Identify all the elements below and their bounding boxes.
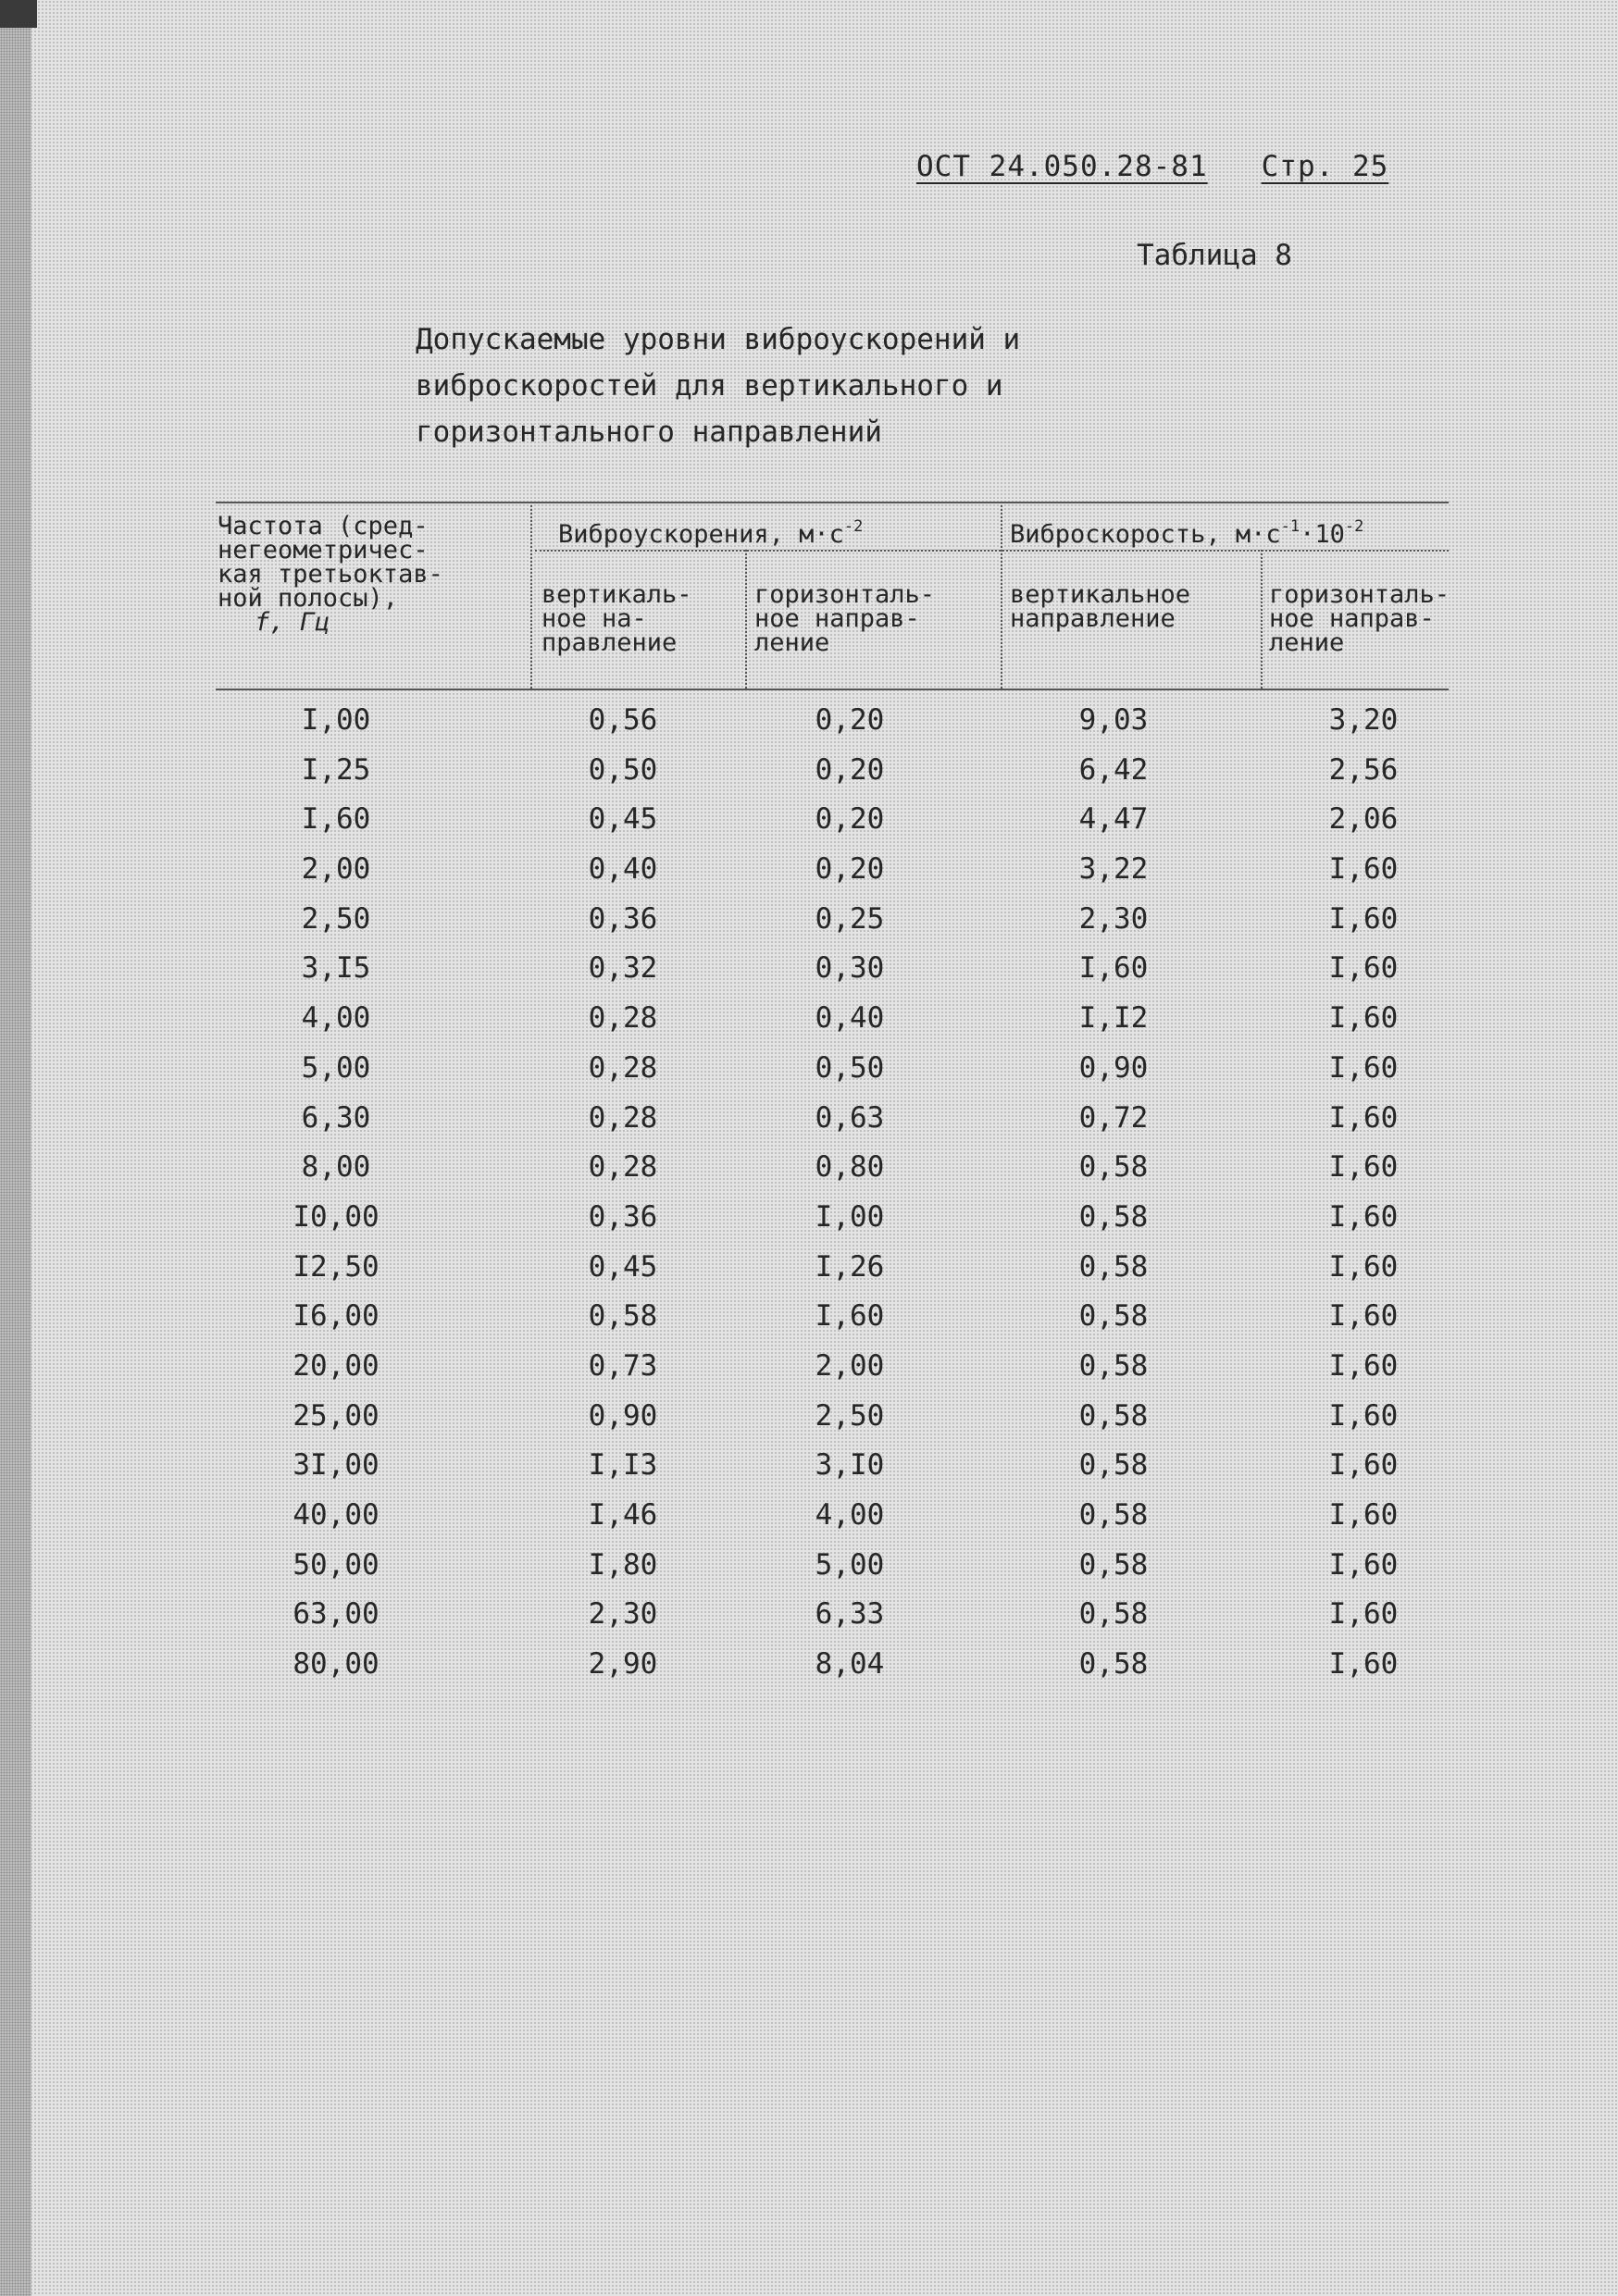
velocity-horizontal-cell: I,60: [1328, 1001, 1399, 1036]
accel-horizontal-cell: 0,20: [815, 703, 885, 737]
velocity-horizontal-cell: I,60: [1328, 1498, 1399, 1532]
table-row: [216, 1243, 1449, 1293]
accel-horizontal-cell: 2,00: [815, 1348, 885, 1383]
velocity-horizontal-cell: I,60: [1328, 1547, 1399, 1582]
frequency-cell: I0,00: [292, 1199, 380, 1234]
velocity-vertical-cell: 6,42: [1078, 752, 1149, 787]
accel-horizontal-cell: 0,30: [815, 951, 885, 986]
vibration-table: [216, 502, 1449, 1691]
accel-horizontal-cell: 3,I0: [815, 1448, 885, 1483]
velocity-horizontal-cell: I,60: [1328, 1299, 1399, 1334]
accel-horizontal-header: горизонталь- ное направ- ление: [754, 580, 936, 657]
frequency-header: Частота (сред- негеометричес- кая третьоктав- ной полосы), f, Гц: [218, 512, 443, 637]
accel-vertical-cell: 0,28: [588, 1001, 658, 1036]
group-header-rule: [535, 550, 1449, 552]
velocity-vertical-cell: 0,58: [1078, 1647, 1149, 1682]
velocity-horizontal-cell: I,60: [1328, 1100, 1399, 1135]
frequency-cell: I,00: [301, 703, 371, 737]
velocity-vertical-cell: 0,58: [1078, 1299, 1149, 1334]
velocity-horizontal-cell: I,60: [1328, 852, 1399, 887]
frequency-cell: 4,00: [301, 1001, 371, 1036]
velocity-vertical-cell: 0,58: [1078, 1348, 1149, 1383]
frequency-cell: 25,00: [292, 1398, 380, 1433]
accel-vertical-cell: 0,90: [588, 1398, 658, 1433]
velocity-horizontal-cell: I,60: [1328, 901, 1399, 936]
table-body: [216, 696, 1449, 1690]
table-row: [216, 1094, 1449, 1144]
accel-horizontal-cell: 0,20: [815, 752, 885, 787]
accel-vertical-cell: 2,90: [588, 1647, 658, 1682]
velocity-vertical-cell: 4,47: [1078, 802, 1149, 837]
table-row: [216, 944, 1449, 994]
velocity-vertical-cell: I,60: [1078, 951, 1149, 986]
accel-vertical-cell: 0,56: [588, 703, 658, 737]
accel-vertical-cell: 0,73: [588, 1348, 658, 1383]
header-bottom-rule: [216, 689, 1449, 690]
frequency-cell: 80,00: [292, 1647, 380, 1682]
accel-vertical-cell: 0,36: [588, 901, 658, 936]
accel-vertical-cell: I,46: [588, 1498, 658, 1532]
accel-vertical-cell: I,I3: [588, 1448, 658, 1483]
table-row: [216, 845, 1449, 895]
acceleration-group-header: Виброускорения, $м\cdot с^{-2}$: [558, 517, 864, 549]
accel-vertical-cell: 0,36: [588, 1199, 658, 1234]
table-row: [216, 994, 1449, 1044]
velocity-horizontal-cell: 2,06: [1328, 802, 1399, 837]
accel-horizontal-cell: 0,20: [815, 852, 885, 887]
velocity-horizontal-cell: I,60: [1328, 1448, 1399, 1483]
frequency-cell: 40,00: [292, 1498, 380, 1532]
accel-vertical-cell: 0,28: [588, 1050, 658, 1085]
velocity-vertical-header: вертикальное направление: [1010, 580, 1191, 633]
velocity-horizontal-cell: I,60: [1328, 1647, 1399, 1682]
accel-vertical-header: вертикаль- ное на- правление: [541, 580, 692, 657]
frequency-cell: 8,00: [301, 1150, 371, 1185]
accel-horizontal-cell: I,00: [815, 1199, 885, 1234]
accel-horizontal-cell: 8,04: [815, 1647, 885, 1682]
velocity-horizontal-cell: I,60: [1328, 1050, 1399, 1085]
velocity-vertical-cell: 0,58: [1078, 1249, 1149, 1284]
column-divider: [745, 550, 747, 689]
document-header: [916, 150, 1388, 183]
velocity-horizontal-cell: I,60: [1328, 951, 1399, 986]
table-row: [216, 1292, 1449, 1342]
table-row: [216, 1541, 1449, 1591]
velocity-horizontal-header: горизонталь- ное направ- ление: [1269, 580, 1450, 657]
accel-vertical-cell: 2,30: [588, 1597, 658, 1632]
table-row: [216, 895, 1449, 945]
caption-line: виброскоростей для вертикального и: [416, 369, 1003, 403]
frequency-cell: I2,50: [292, 1249, 380, 1284]
accel-vertical-cell: 0,50: [588, 752, 658, 787]
table-row: [216, 1590, 1449, 1640]
accel-horizontal-cell: 6,33: [815, 1597, 885, 1632]
column-divider: [1001, 502, 1002, 689]
table-row: [216, 1044, 1449, 1094]
accel-vertical-cell: I,80: [588, 1547, 658, 1582]
accel-vertical-cell: 0,40: [588, 852, 658, 887]
scan-corner-mark: [0, 0, 37, 28]
velocity-vertical-cell: 0,58: [1078, 1199, 1149, 1234]
frequency-cell: 2,00: [301, 852, 371, 887]
accel-horizontal-cell: I,26: [815, 1249, 885, 1284]
velocity-vertical-cell: 0,58: [1078, 1150, 1149, 1185]
velocity-vertical-cell: 0,58: [1078, 1448, 1149, 1483]
frequency-cell: I6,00: [292, 1299, 380, 1334]
frequency-cell: 63,00: [292, 1597, 380, 1632]
accel-vertical-cell: 0,28: [588, 1150, 658, 1185]
accel-horizontal-cell: 4,00: [815, 1498, 885, 1532]
accel-horizontal-cell: I,60: [815, 1299, 885, 1334]
frequency-cell: 2,50: [301, 901, 371, 936]
velocity-vertical-cell: 0,90: [1078, 1050, 1149, 1085]
accel-vertical-cell: 0,45: [588, 1249, 658, 1284]
accel-horizontal-cell: 0,63: [815, 1100, 885, 1135]
document-code: ОСТ 24.050.28-81: [916, 150, 1208, 183]
frequency-cell: I,25: [301, 752, 371, 787]
table-caption: [416, 316, 1249, 455]
table-row: [216, 1491, 1449, 1541]
table-row: [216, 696, 1449, 746]
accel-horizontal-cell: 0,80: [815, 1150, 885, 1185]
accel-horizontal-cell: 2,50: [815, 1398, 885, 1433]
column-divider: [1261, 550, 1263, 689]
accel-horizontal-cell: 0,50: [815, 1050, 885, 1085]
velocity-vertical-cell: 0,58: [1078, 1498, 1149, 1532]
frequency-cell: 20,00: [292, 1348, 380, 1383]
velocity-vertical-cell: I,I2: [1078, 1001, 1149, 1036]
velocity-vertical-cell: 0,58: [1078, 1547, 1149, 1582]
velocity-group-header: Виброскорость, $м\cdot с^{-1}\cdot 10^{-2}$: [1010, 517, 1364, 549]
velocity-vertical-cell: 0,58: [1078, 1597, 1149, 1632]
column-divider: [530, 502, 532, 689]
table-top-rule: [216, 502, 1449, 503]
accel-horizontal-cell: 0,40: [815, 1001, 885, 1036]
velocity-horizontal-cell: 3,20: [1328, 703, 1399, 737]
velocity-horizontal-cell: I,60: [1328, 1348, 1399, 1383]
frequency-cell: 6,30: [301, 1100, 371, 1135]
table-row: [216, 1392, 1449, 1442]
velocity-horizontal-cell: I,60: [1328, 1150, 1399, 1185]
velocity-horizontal-cell: I,60: [1328, 1398, 1399, 1433]
velocity-vertical-cell: 0,58: [1078, 1398, 1149, 1433]
accel-vertical-cell: 0,32: [588, 951, 658, 986]
caption-line: горизонтального направлений: [416, 416, 882, 449]
frequency-cell: 3,I5: [301, 951, 371, 986]
velocity-horizontal-cell: 2,56: [1328, 752, 1399, 787]
table-row: [216, 1441, 1449, 1491]
caption-line: Допускаемые уровни виброускорений и: [416, 323, 1021, 356]
table-row: [216, 1640, 1449, 1690]
velocity-horizontal-cell: I,60: [1328, 1597, 1399, 1632]
velocity-vertical-cell: 9,03: [1078, 703, 1149, 737]
frequency-cell: I,60: [301, 802, 371, 837]
table-label: Таблица 8: [1137, 239, 1292, 272]
velocity-horizontal-cell: I,60: [1328, 1199, 1399, 1234]
accel-vertical-cell: 0,58: [588, 1299, 658, 1334]
frequency-cell: 50,00: [292, 1547, 380, 1582]
frequency-cell: 3I,00: [292, 1448, 380, 1483]
accel-horizontal-cell: 5,00: [815, 1547, 885, 1582]
velocity-vertical-cell: 0,72: [1078, 1100, 1149, 1135]
page-number: Стр. 25: [1261, 150, 1389, 183]
accel-vertical-cell: 0,45: [588, 802, 658, 837]
table-row: [216, 746, 1449, 796]
velocity-vertical-cell: 2,30: [1078, 901, 1149, 936]
velocity-vertical-cell: 3,22: [1078, 852, 1149, 887]
accel-horizontal-cell: 0,20: [815, 802, 885, 837]
table-row: [216, 1143, 1449, 1193]
accel-vertical-cell: 0,28: [588, 1100, 658, 1135]
table-row: [216, 795, 1449, 845]
frequency-cell: 5,00: [301, 1050, 371, 1085]
table-row: [216, 1193, 1449, 1243]
table-row: [216, 1342, 1449, 1392]
scan-edge-strip: [0, 0, 31, 2296]
accel-horizontal-cell: 0,25: [815, 901, 885, 936]
velocity-horizontal-cell: I,60: [1328, 1249, 1399, 1284]
